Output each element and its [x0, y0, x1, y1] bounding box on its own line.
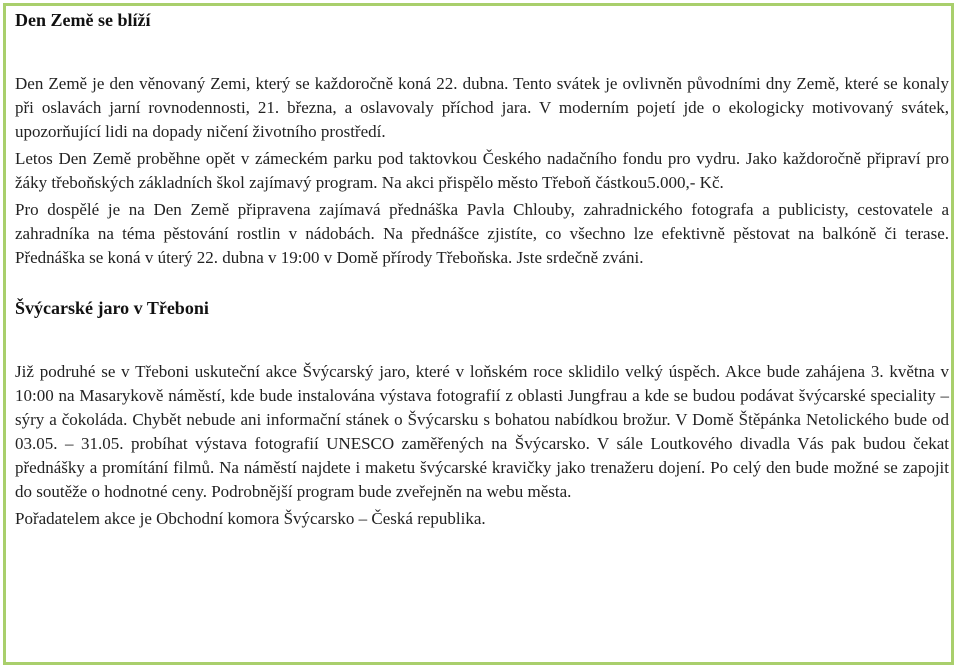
- section-title: Švýcarské jaro v Třeboni: [15, 298, 209, 318]
- paragraph: Pro dospělé je na Den Země připravena zajímavá přednáška Pavla Chlouby, zahradnického fotografa a publicisty, cestovatele a zahradníka na téma pěstování rostlin v nádobách. Na přednášce zjistíte, co všechno lze efektivně pěstovat na balkóně či terase. Přednáška se koná v úterý 22. dubna v 19:00 v Domě přírody Třeboňska. Jste srdečně zváni.: [15, 200, 949, 267]
- section-den-zeme: [15, 8, 949, 270]
- document-content: [15, 8, 949, 531]
- paragraph: Pořadatelem akce je Obchodní komora Švýcarsko – Česká republika.: [15, 509, 486, 528]
- paragraph: Den Země je den věnovaný Zemi, který se každoročně koná 22. dubna. Tento svátek je ovlivněn původními dny Země, které se konaly při oslavách jarní rovnodennosti, 21. března, a oslavovaly příchod jara. V moderním pojetí jde o ekologicky motivovaný svátek, upozorňující lidi na dopady ničení životního prostředí.: [15, 74, 949, 141]
- section-title: Den Země se blíží: [15, 10, 151, 30]
- paragraph: Již podruhé se v Třeboni uskuteční akce Švýcarský jaro, které v loňském roce sklidilo velký úspěch. Akce bude zahájena 3. května v 10:00 na Masarykově náměstí, kde bude instalována výstava fotografií z oblasti Jungfrau a kde se budou podávat švýcarské speciality – sýry a čokoláda. Chybět nebude ani informační stánek o Švýcarsku s bohatou nabídkou brožur. V Domě Štěpánka Netolického bude od 03.05. – 31.05. probíhat výstava fotografií UNESCO zaměřených na Švýcarsko. V sále Loutkového divadla Vás pak budou čekat přednášky a promítání filmů. Na náměstí najdete i maketu švýcarské kravičky jako trenažeru dojení. Po celý den bude možné se zapojit do soutěže o hodnotné ceny. Podrobnější program bude zveřejněn na webu města.: [15, 362, 949, 501]
- section-svycarske-jaro: [15, 296, 949, 531]
- paragraph: Letos Den Země proběhne opět v zámeckém parku pod taktovkou Českého nadačního fondu pro vydru. Jako každoročně připraví pro žáky třeboňských základních škol zajímavý program. Na akci přispělo město Třeboň částkou5.000,- Kč.: [15, 149, 949, 192]
